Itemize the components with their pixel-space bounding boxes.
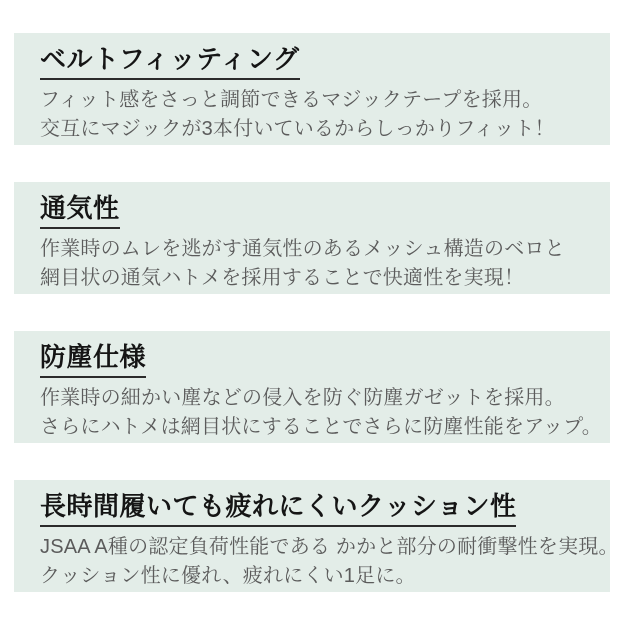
- feature-title: ベルトフィッティング: [40, 44, 300, 80]
- feature-description-line: さらにハトメは網目状にすることでさらに防塵性能をアップ。: [40, 415, 602, 438]
- feature-card-cushioning: [14, 480, 619, 592]
- feature-description-line: JSAA A種の認定負荷性能である かかと部分の耐衝撃性を実現。: [40, 535, 619, 558]
- feature-title: 通気性: [40, 193, 120, 229]
- feature-card-belt-fitting: [14, 33, 610, 145]
- feature-description: [40, 86, 590, 144]
- feature-description: [40, 533, 619, 591]
- feature-description-line: 作業時の細かい塵などの侵入を防ぐ防塵ガゼットを採用。: [40, 386, 565, 409]
- feature-description: [40, 384, 602, 442]
- feature-title: 防塵仕様: [40, 342, 146, 378]
- feature-description-line: 網目状の通気ハトメを採用することで快適性を実現！: [40, 266, 525, 289]
- feature-description-line: フィット感をさっと調節できるマジックテープを採用。: [40, 88, 543, 111]
- feature-description-line: クッション性に優れ、疲れにくい1足に。: [40, 564, 416, 587]
- feature-description-line: 作業時のムレを逃がす通気性のあるメッシュ構造のベロと: [40, 237, 565, 260]
- feature-title: 長時間履いても疲れにくいクッション性: [40, 491, 516, 527]
- feature-card-dustproof: [14, 331, 610, 443]
- feature-description: [40, 235, 590, 293]
- feature-description-line: 交互にマジックが3本付いているからしっかりフィット！: [40, 117, 555, 140]
- feature-card-breathability: [14, 182, 610, 294]
